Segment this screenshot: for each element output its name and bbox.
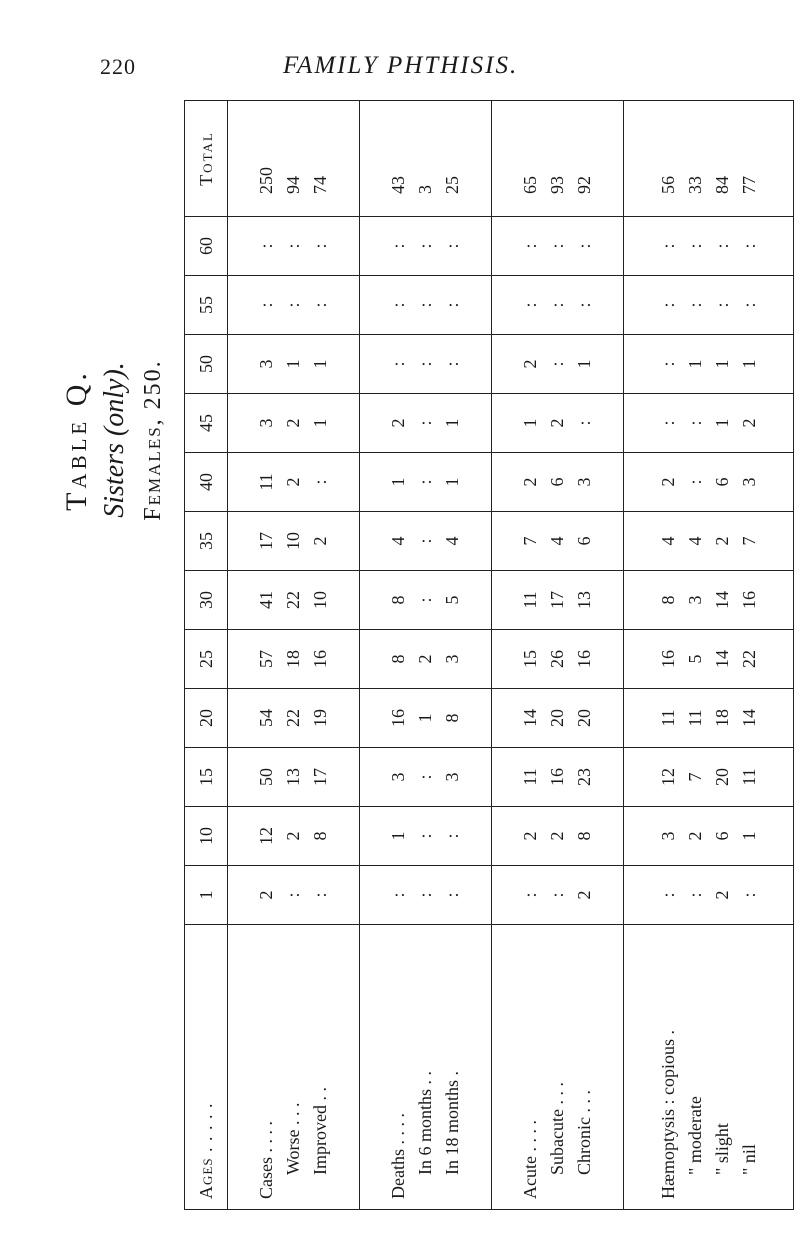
- table-cell: [228, 689, 360, 748]
- table-cell: [492, 571, 624, 630]
- cell-value: :: [547, 302, 568, 308]
- cell-value: 11: [738, 768, 759, 786]
- table-cell: [624, 335, 794, 394]
- cell-value: 1: [442, 418, 463, 428]
- table-caption: [58, 220, 178, 660]
- table-cell: [492, 630, 624, 689]
- page-number: 220: [100, 54, 136, 79]
- cell-value: 13: [283, 768, 303, 786]
- cell-value: 2: [283, 831, 303, 841]
- cell-value: 15: [520, 650, 541, 668]
- cell-value: 22: [738, 650, 759, 668]
- cell-value: 11: [684, 709, 705, 727]
- cell-value: 1: [283, 359, 303, 369]
- cell-value: 2: [310, 536, 330, 546]
- table-cell: [624, 453, 794, 512]
- cell-value: 1: [415, 713, 436, 723]
- cell-value: 20: [711, 768, 732, 786]
- row-label: In 6 months . .: [415, 1070, 436, 1175]
- cell-value: 1: [310, 359, 330, 369]
- table-cell: [492, 866, 624, 925]
- cell-value: 12: [256, 827, 276, 845]
- table-cell: [624, 866, 794, 925]
- table-cell: [624, 748, 794, 807]
- total-value: 65: [520, 176, 541, 194]
- cell-value: 41: [256, 591, 276, 609]
- table-row-haemoptysis: [624, 101, 794, 1210]
- table-cell: [624, 807, 794, 866]
- cell-value: :: [684, 302, 705, 308]
- table-row-course: [492, 101, 624, 1210]
- table-cell: [624, 276, 794, 335]
- running-head: FAMILY PHTHISIS.: [283, 52, 519, 79]
- cell-value: 57: [256, 650, 276, 668]
- cell-value: 2: [520, 477, 541, 487]
- cell-value: :: [711, 243, 732, 249]
- cell-value: :: [310, 892, 330, 898]
- row-label: Cases . . . .: [256, 1121, 276, 1199]
- table-cell: [360, 866, 492, 925]
- cell-value: 4: [547, 536, 568, 546]
- cell-value: 8: [310, 831, 330, 841]
- cell-value: 1: [711, 418, 732, 428]
- cell-value: 3: [388, 772, 409, 782]
- cell-value: 20: [574, 709, 595, 727]
- cell-value: :: [442, 302, 463, 308]
- cell-value: :: [547, 892, 568, 898]
- cell-value: :: [415, 774, 436, 780]
- cell-value: :: [442, 892, 463, 898]
- ages-header: Ages . . . . .: [185, 925, 228, 1210]
- cell-value: :: [310, 302, 330, 308]
- table-cell: [624, 394, 794, 453]
- cell-value: 6: [547, 477, 568, 487]
- cell-value: :: [415, 538, 436, 544]
- cell-value: 3: [657, 831, 678, 841]
- cell-value: 50: [256, 768, 276, 786]
- cell-value: 5: [442, 595, 463, 605]
- cell-value: 7: [684, 772, 705, 782]
- table-cell: [360, 630, 492, 689]
- cell-value: 3: [442, 772, 463, 782]
- table-cell: [360, 807, 492, 866]
- cell-value: 8: [574, 831, 595, 841]
- row-label: Chronic . . .: [574, 1090, 595, 1175]
- total-value: 25: [442, 176, 463, 194]
- table-cell: [228, 807, 360, 866]
- age-column-header: 45: [185, 394, 228, 453]
- cell-value: 2: [657, 477, 678, 487]
- cell-value: 2: [388, 418, 409, 428]
- table-cell: [624, 630, 794, 689]
- cell-value: 2: [283, 418, 303, 428]
- cell-value: :: [684, 892, 705, 898]
- cell-value: :: [657, 420, 678, 426]
- cell-value: 4: [442, 536, 463, 546]
- row-label: Subacute . . .: [547, 1082, 568, 1175]
- cell-value: 3: [442, 654, 463, 664]
- row-label: Acute . . . .: [520, 1120, 541, 1199]
- total-value: 74: [310, 176, 330, 194]
- table-sample: Females, 250.: [140, 359, 166, 521]
- cell-value: 14: [711, 650, 732, 668]
- cell-value: 1: [574, 359, 595, 369]
- cell-value: :: [442, 833, 463, 839]
- cell-value: :: [256, 302, 276, 308]
- table-cell: [492, 394, 624, 453]
- cell-value: 4: [684, 536, 705, 546]
- age-column-header: 55: [185, 276, 228, 335]
- cell-value: 22: [283, 591, 303, 609]
- cell-value: :: [388, 361, 409, 367]
- total-value: 3: [415, 185, 436, 194]
- cell-value: 1: [388, 831, 409, 841]
- cell-value: 1: [520, 418, 541, 428]
- cell-value: 1: [711, 359, 732, 369]
- cell-value: :: [442, 361, 463, 367]
- table-cell: [360, 512, 492, 571]
- total-cell: [228, 101, 360, 217]
- cell-value: 2: [520, 831, 541, 841]
- cell-value: 16: [547, 768, 568, 786]
- cell-value: 6: [711, 477, 732, 487]
- cell-value: 16: [310, 650, 330, 668]
- total-value: 84: [711, 176, 732, 194]
- cell-value: :: [520, 892, 541, 898]
- age-column-header: 10: [185, 807, 228, 866]
- total-cell: [492, 101, 624, 217]
- cell-value: :: [388, 892, 409, 898]
- total-value: 93: [547, 176, 568, 194]
- table-cell: [228, 630, 360, 689]
- cell-value: :: [415, 243, 436, 249]
- cell-value: 11: [520, 591, 541, 609]
- table-cell: [360, 217, 492, 276]
- cell-value: 2: [520, 359, 541, 369]
- row-labels: [624, 925, 794, 1210]
- age-column-header: 30: [185, 571, 228, 630]
- table-cell: [624, 571, 794, 630]
- cell-value: 2: [711, 890, 732, 900]
- data-table-rotated: [184, 100, 794, 1210]
- total-cell: [624, 101, 794, 217]
- cell-value: 2: [547, 418, 568, 428]
- cell-value: 16: [657, 650, 678, 668]
- table-cell: [492, 335, 624, 394]
- cell-value: 16: [738, 591, 759, 609]
- cell-value: :: [256, 243, 276, 249]
- table-row-cases: [228, 101, 360, 1210]
- row-label: " moderate: [684, 1096, 705, 1175]
- table-cell: [360, 335, 492, 394]
- table-cell: [360, 689, 492, 748]
- cell-value: :: [415, 420, 436, 426]
- cell-value: 8: [388, 654, 409, 664]
- row-label: In 18 months .: [442, 1070, 463, 1175]
- cell-value: :: [415, 302, 436, 308]
- row-labels: [360, 925, 492, 1210]
- cell-value: 4: [388, 536, 409, 546]
- cell-value: 3: [256, 359, 276, 369]
- cell-value: 19: [310, 709, 330, 727]
- cell-value: 2: [684, 831, 705, 841]
- cell-value: :: [283, 243, 303, 249]
- cell-value: 17: [310, 768, 330, 786]
- cell-value: :: [283, 302, 303, 308]
- table-cell: [624, 512, 794, 571]
- cell-value: :: [415, 892, 436, 898]
- cell-value: :: [310, 243, 330, 249]
- row-label: " nil: [738, 1144, 759, 1175]
- row-label: Hæmoptysis : copious .: [657, 1029, 678, 1199]
- cell-value: 23: [574, 768, 595, 786]
- cell-value: 54: [256, 709, 276, 727]
- table-header-row: [185, 101, 228, 1210]
- table-cell: [492, 276, 624, 335]
- table-row-deaths: [360, 101, 492, 1210]
- cell-value: 16: [574, 650, 595, 668]
- cell-value: 11: [657, 709, 678, 727]
- cell-value: :: [738, 302, 759, 308]
- table-cell: [228, 394, 360, 453]
- age-column-header: 15: [185, 748, 228, 807]
- table-cell: [492, 453, 624, 512]
- cell-value: :: [574, 302, 595, 308]
- cell-value: :: [738, 892, 759, 898]
- cell-value: 2: [283, 477, 303, 487]
- table-cell: [228, 512, 360, 571]
- cell-value: 1: [738, 831, 759, 841]
- cell-value: 14: [711, 591, 732, 609]
- table-cell: [492, 689, 624, 748]
- cell-value: 8: [657, 595, 678, 605]
- table-cell: [228, 335, 360, 394]
- cell-value: 3: [256, 418, 276, 428]
- cell-value: 1: [684, 359, 705, 369]
- table-cell: [360, 748, 492, 807]
- cell-value: :: [657, 892, 678, 898]
- age-column-header: 20: [185, 689, 228, 748]
- cell-value: 8: [442, 713, 463, 723]
- cell-value: 2: [711, 536, 732, 546]
- cell-value: :: [415, 833, 436, 839]
- cell-value: :: [657, 361, 678, 367]
- table-cell: [360, 453, 492, 512]
- table-cell: [360, 571, 492, 630]
- table-cell: [360, 276, 492, 335]
- row-label: " slight: [711, 1123, 732, 1175]
- total-header: Total: [185, 101, 228, 217]
- cell-value: 1: [442, 477, 463, 487]
- cell-value: 3: [738, 477, 759, 487]
- cell-value: 10: [283, 532, 303, 550]
- total-cell: [360, 101, 492, 217]
- cell-value: :: [520, 243, 541, 249]
- data-table: [184, 100, 794, 1210]
- cell-value: 1: [310, 418, 330, 428]
- cell-value: 14: [738, 709, 759, 727]
- cell-value: 10: [310, 591, 330, 609]
- cell-value: 11: [520, 768, 541, 786]
- cell-value: 17: [256, 532, 276, 550]
- cell-value: 18: [283, 650, 303, 668]
- table-cell: [228, 866, 360, 925]
- cell-value: :: [442, 243, 463, 249]
- cell-value: :: [415, 479, 436, 485]
- table-cell: [624, 689, 794, 748]
- table-subtitle: Sisters (only).: [99, 362, 130, 518]
- cell-value: 18: [711, 709, 732, 727]
- cell-value: 2: [547, 831, 568, 841]
- row-label: Improved . .: [310, 1087, 330, 1175]
- cell-value: :: [283, 892, 303, 898]
- cell-value: :: [684, 243, 705, 249]
- cell-value: 8: [388, 595, 409, 605]
- cell-value: :: [574, 420, 595, 426]
- cell-value: 11: [256, 473, 276, 491]
- age-column-header: 50: [185, 335, 228, 394]
- cell-value: :: [684, 479, 705, 485]
- row-label: Worse . . .: [283, 1102, 303, 1175]
- table-cell: [492, 807, 624, 866]
- total-value: 94: [283, 176, 303, 194]
- table-cell: [492, 748, 624, 807]
- cell-value: :: [388, 243, 409, 249]
- cell-value: 3: [574, 477, 595, 487]
- cell-value: 7: [520, 536, 541, 546]
- table-cell: [228, 748, 360, 807]
- cell-value: :: [657, 302, 678, 308]
- table-cell: [360, 394, 492, 453]
- cell-value: 3: [684, 595, 705, 605]
- cell-value: :: [684, 420, 705, 426]
- cell-value: :: [415, 361, 436, 367]
- cell-value: :: [711, 302, 732, 308]
- total-value: 92: [574, 176, 595, 194]
- table-cell: [228, 453, 360, 512]
- table-cell: [228, 276, 360, 335]
- cell-value: 16: [388, 709, 409, 727]
- total-value: 33: [684, 176, 705, 194]
- cell-value: 13: [574, 591, 595, 609]
- cell-value: :: [415, 597, 436, 603]
- age-column-header: 25: [185, 630, 228, 689]
- total-value: 43: [388, 176, 409, 194]
- cell-value: 12: [657, 768, 678, 786]
- cell-value: 20: [547, 709, 568, 727]
- cell-value: :: [657, 243, 678, 249]
- total-value: 250: [256, 167, 276, 194]
- row-label: Deaths . . . .: [388, 1113, 409, 1199]
- cell-value: :: [547, 243, 568, 249]
- cell-value: 1: [738, 359, 759, 369]
- table-cell: [492, 217, 624, 276]
- total-value: 77: [738, 176, 759, 194]
- cell-value: :: [574, 243, 595, 249]
- cell-value: 2: [574, 890, 595, 900]
- table-cell: [492, 512, 624, 571]
- row-labels: [228, 925, 360, 1210]
- age-column-header: 1: [185, 866, 228, 925]
- cell-value: 14: [520, 709, 541, 727]
- age-column-header: 35: [185, 512, 228, 571]
- cell-value: 2: [738, 418, 759, 428]
- table-cell: [228, 217, 360, 276]
- cell-value: :: [738, 243, 759, 249]
- cell-value: 26: [547, 650, 568, 668]
- table-title: Table Q.: [60, 369, 93, 511]
- age-column-header: 60: [185, 217, 228, 276]
- cell-value: 17: [547, 591, 568, 609]
- cell-value: 2: [415, 654, 436, 664]
- cell-value: :: [520, 302, 541, 308]
- cell-value: 7: [738, 536, 759, 546]
- cell-value: 22: [283, 709, 303, 727]
- cell-value: :: [547, 361, 568, 367]
- age-column-header: 40: [185, 453, 228, 512]
- cell-value: 4: [657, 536, 678, 546]
- cell-value: 5: [684, 654, 705, 664]
- cell-value: :: [388, 302, 409, 308]
- table-cell: [624, 217, 794, 276]
- table-cell: [228, 571, 360, 630]
- row-labels: [492, 925, 624, 1210]
- cell-value: 6: [711, 831, 732, 841]
- cell-value: 2: [256, 890, 276, 900]
- cell-value: 1: [388, 477, 409, 487]
- total-value: 56: [657, 176, 678, 194]
- cell-value: :: [310, 479, 330, 485]
- cell-value: 6: [574, 536, 595, 546]
